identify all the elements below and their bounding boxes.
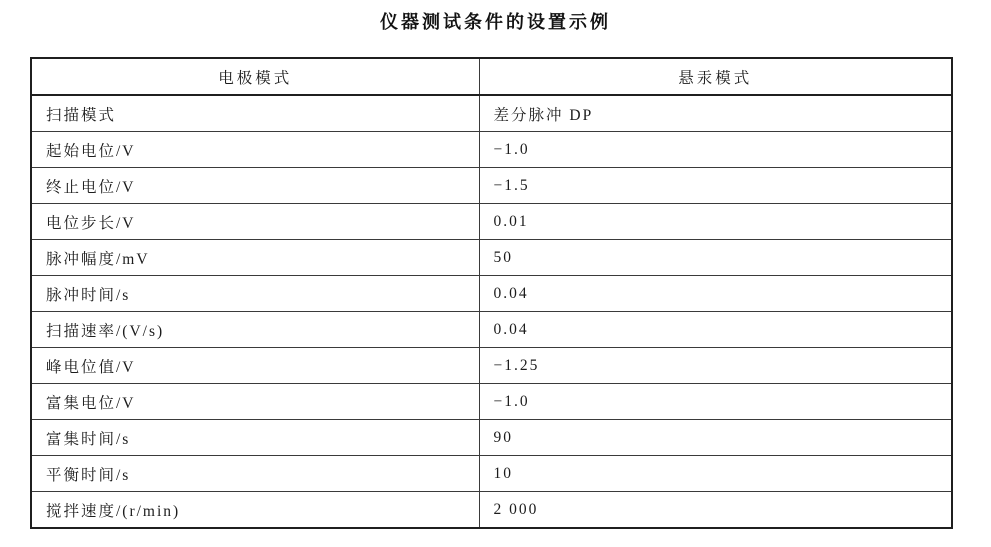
row-label-cell: 电位步长/V: [31, 204, 479, 240]
table-row: [31, 168, 952, 204]
row-label-cell: 起始电位/V: [31, 132, 479, 168]
row-label-cell: 富集时间/s: [31, 420, 479, 456]
row-label-cell: 脉冲时间/s: [31, 276, 479, 312]
table-header-row: [31, 58, 952, 95]
row-value-cell: 50: [479, 240, 952, 276]
row-value-cell: 0.04: [479, 312, 952, 348]
settings-table: [30, 57, 953, 529]
row-value-cell: 2 000: [479, 492, 952, 529]
table-row: [31, 384, 952, 420]
row-label-cell: 富集电位/V: [31, 384, 479, 420]
row-value-cell: 90: [479, 420, 952, 456]
table-row: [31, 204, 952, 240]
row-label-cell: 平衡时间/s: [31, 456, 479, 492]
table-row: [31, 312, 952, 348]
table-row: [31, 95, 952, 132]
table-row: [31, 420, 952, 456]
row-label-cell: 终止电位/V: [31, 168, 479, 204]
row-value-cell: 0.01: [479, 204, 952, 240]
table-row: [31, 348, 952, 384]
row-label-cell: 扫描速率/(V/s): [31, 312, 479, 348]
row-value-cell: 差分脉冲 DP: [479, 95, 952, 132]
row-value-cell: 0.04: [479, 276, 952, 312]
table-row: [31, 492, 952, 529]
row-value-cell: −1.0: [479, 384, 952, 420]
row-value-cell: −1.0: [479, 132, 952, 168]
settings-table-body: [31, 95, 952, 528]
row-label-cell: 峰电位值/V: [31, 348, 479, 384]
row-label-cell: 脉冲幅度/mV: [31, 240, 479, 276]
row-label-cell: 扫描模式: [31, 95, 479, 132]
table-row: [31, 276, 952, 312]
table-row: [31, 240, 952, 276]
table-row: [31, 456, 952, 492]
table-row: [31, 132, 952, 168]
page-title: 仪器测试条件的设置示例: [380, 12, 611, 32]
row-value-cell: −1.5: [479, 168, 952, 204]
header-cell-hanging-mercury-mode: 悬汞模式: [479, 58, 952, 95]
row-value-cell: −1.25: [479, 348, 952, 384]
row-label-cell: 搅拌速度/(r/min): [31, 492, 479, 529]
header-cell-electrode-mode: 电极模式: [31, 58, 479, 95]
row-value-cell: 10: [479, 456, 952, 492]
